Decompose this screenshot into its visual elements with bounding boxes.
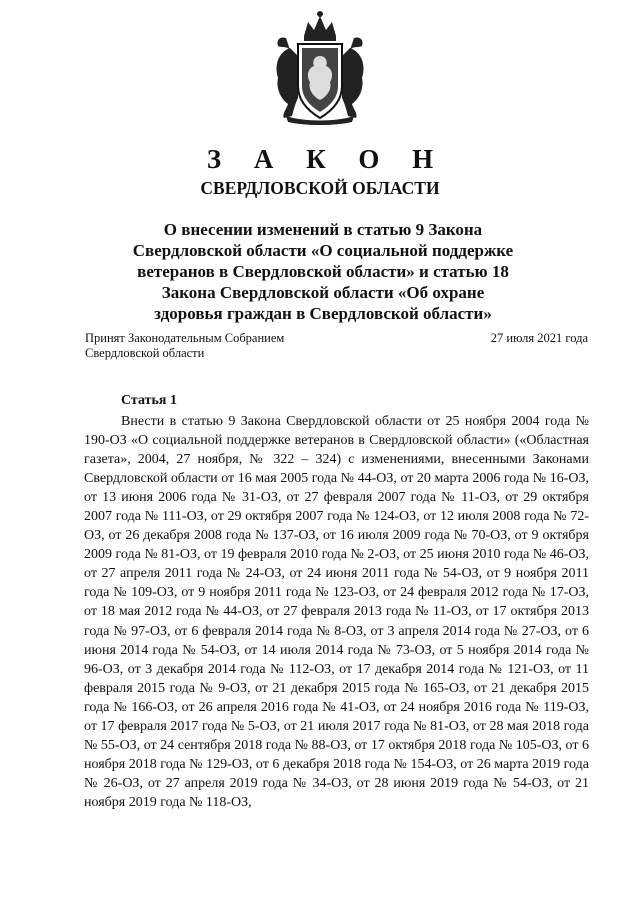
article-heading: Статья 1 <box>121 393 177 408</box>
law-name-line: Свердловской области «О социальной поддержке <box>132 241 514 260</box>
law-name <box>130 219 516 324</box>
adoption-info <box>85 331 284 361</box>
law-name-line: ветеранов в Свердловской области» и статью 18 <box>137 262 509 281</box>
law-name-line: О внесении изменений в статью 9 Закона <box>163 220 483 239</box>
document-subtitle: СВЕРДЛОВСКОЙ ОБЛАСТИ <box>200 178 440 198</box>
adoption-line: Свердловской области <box>85 346 205 360</box>
law-name-line: здоровья граждан в Свердловской области» <box>154 304 492 323</box>
adoption-line: Принят Законодательным Собранием <box>85 331 285 345</box>
article-text: Внести в статью 9 Закона Свердловской области от 25 ноября 2004 года № 190-ОЗ «О социальной поддержке ветеранов в Свердловской области» («Областная газета», 2004, 27 ноября, № 322 – 324) с изменениями, внесенными Законами Свердловской области от 16 мая 2005 года № 44-ОЗ, от 20 марта 2006 года № 16-ОЗ, от 13 июня 2006 года № 31-ОЗ, от 27 февраля 2007 года № 11-ОЗ, от 29 октября 2007 года № 111-ОЗ, от 29 октября 2007 года № 124-ОЗ, от 12 июля 2008 года № 72-ОЗ, от 26 декабря 2008 года № 137-ОЗ, от 16 июля 2009 года № 70-ОЗ, от 9 октября 2009 года № 81-ОЗ, от 19 февраля 2010 года № 2-ОЗ, от 25 июня 2010 года № 46-ОЗ, от 27 апреля 2011 года № 24-ОЗ, от 24 июня 2011 года № 54-ОЗ, от 9 ноября 2011 года № 109-ОЗ, от 9 ноября 2011 года № 123-ОЗ, от 24 февраля 2012 года № 17-ОЗ, от 18 мая 2012 года № 44-ОЗ, от 27 февраля 2013 года № 11-ОЗ, от 17 октября 2013 года № 97-ОЗ, от 6 февраля 2014 года № 8-ОЗ, от 3 апреля 2014 года № 27-ОЗ, от 6 июня 2014 года № 54-ОЗ, от 14 июля 2014 года № 73-ОЗ, от 5 ноября 2014 года № 96-ОЗ, от 3 декабря 2014 года № 112-ОЗ, от 17 декабря 2014 года № 121-ОЗ, от 11 февраля 2015 года № 9-ОЗ, от 21 декабря 2015 года № 165-ОЗ, от 21 декабря 2015 года № 166-ОЗ, от 26 апреля 2016 года № 41-ОЗ, от 24 ноября 2016 года № 119-ОЗ, от 17 февраля 2017 года № 5-ОЗ, от 21 июля 2017 года № 81-ОЗ, от 28 мая 2018 года № 55-ОЗ, от 24 сентября 2018 года № 88-ОЗ, от 17 октября 2018 года № 105-ОЗ, от 6 ноября 2018 года № 129-ОЗ, от 6 декабря 2018 года № 154-ОЗ, от 26 марта 2019 года № 26-ОЗ, от 27 апреля 2019 года № 34-ОЗ, от 28 июня 2019 года № 54-ОЗ, от 21 ноября 2019 года № 118-ОЗ, <box>84 414 589 810</box>
adoption-date: 27 июля 2021 года <box>490 331 588 345</box>
coat-of-arms-icon <box>264 8 376 126</box>
law-name-line: Закона Свердловской области «Об охране <box>161 283 485 302</box>
document-title: З А К О Н <box>206 144 447 174</box>
